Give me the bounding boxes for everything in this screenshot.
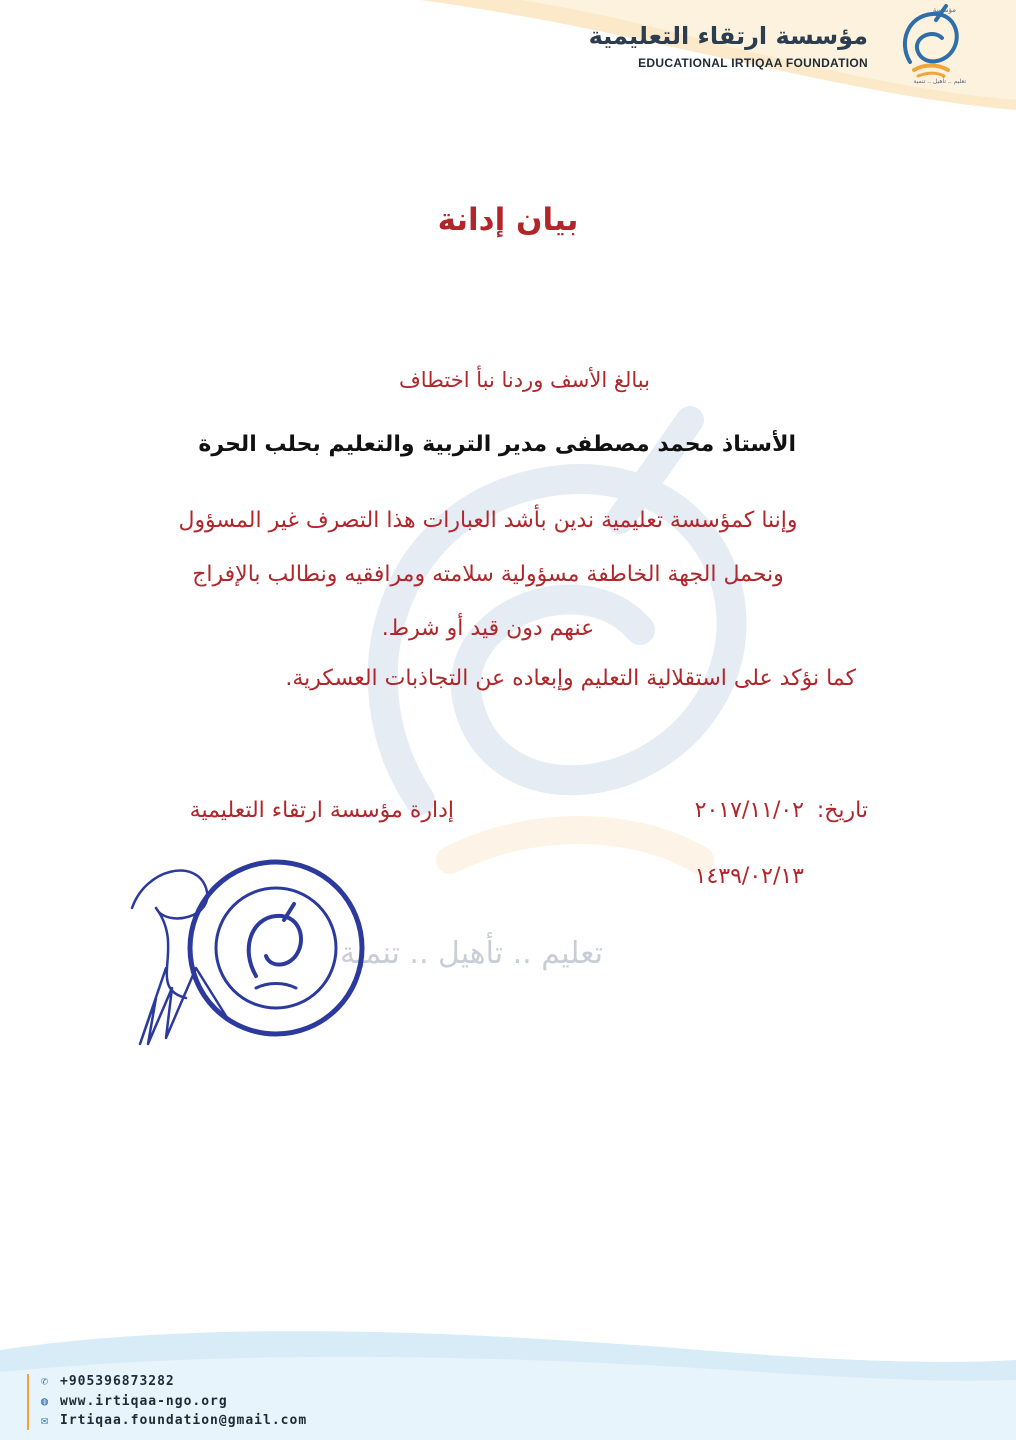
header-wave <box>0 0 1016 110</box>
paragraph-line: ونحمل الجهة الخاطفة مسؤولية سلامته ومرافقيه ونطالب بالإفراج <box>192 562 784 587</box>
condemnation-paragraph <box>108 494 868 656</box>
contact-website <box>38 1394 228 1409</box>
date-label: تاريخ: <box>816 798 868 823</box>
watermark-tagline: تعليم .. تأهيل .. تنمية <box>340 936 604 971</box>
website-url: www.irtiqaa-ngo.org <box>60 1394 228 1409</box>
mail-icon: ✉ <box>40 1413 50 1427</box>
date-gregorian: ٢٠١٧/١١/٠٢ <box>694 798 804 823</box>
management-signature: إدارة مؤسسة ارتقاء التعليمية <box>189 798 454 823</box>
document-title: بيان إدانة <box>437 202 579 238</box>
closing-line: كما نؤكد على استقلالية التعليم وإبعاده عن التجاذبات العسكرية. <box>285 666 856 691</box>
paragraph-line: وإننا كمؤسسة تعليمية ندين بأشد العبارات هذا التصرف غير المسؤول <box>178 508 798 533</box>
intro-line: ببالغ الأسف وردنا نبأ اختطاف <box>398 368 650 392</box>
org-name-english: EDUCATIONAL IRTIQAA FOUNDATION <box>638 56 868 70</box>
contact-email <box>38 1413 307 1428</box>
logo-tagline: تعليم .. تأهيل .. تنمية <box>913 78 966 85</box>
watermark-logo <box>300 380 820 940</box>
org-name-arabic: مؤسسة ارتقاء التعليمية <box>588 22 868 50</box>
logo-caption: مؤسسة <box>932 6 956 14</box>
official-stamp <box>126 848 376 1048</box>
globe-icon: ◍ <box>40 1394 50 1408</box>
foundation-logo <box>888 2 974 88</box>
paragraph-line: عنهم دون قيد أو شرط. <box>381 616 595 641</box>
person-line: الأستاذ محمد مصطفى مدير التربية والتعليم بحلب الحرة <box>198 432 796 457</box>
phone-number: +905396873282 <box>60 1374 175 1389</box>
phone-icon: ✆ <box>40 1374 50 1388</box>
contact-phone <box>38 1374 175 1389</box>
footer-accent-bar <box>27 1374 29 1430</box>
email-address: Irtiqaa.foundation@gmail.com <box>60 1413 308 1428</box>
date-hijri: ١٤٣٩/٠٢/١٣ <box>694 864 804 889</box>
